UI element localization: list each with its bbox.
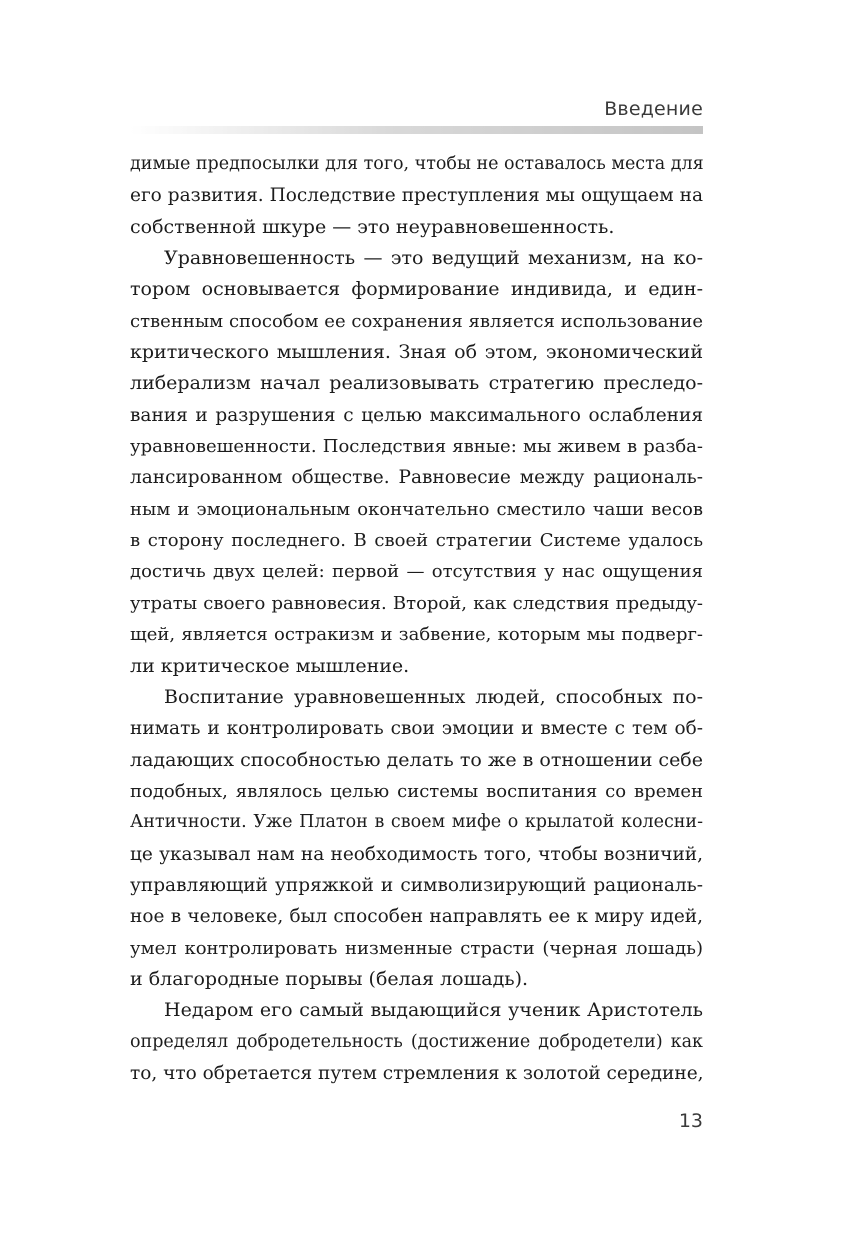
text-line: управляющий упряжкой и символизирующий рациональ-	[130, 874, 703, 896]
text-line: це указывал нам на необходимость того, чтобы возничий,	[130, 843, 703, 865]
text-line: уравновешенности. Последствия явные: мы живем в разба-	[130, 436, 703, 458]
text-line: умел контролировать низменные страсти (черная лошадь)	[130, 937, 703, 959]
text-line: лансированном обществе. Равновесие между рациональ-	[130, 467, 703, 489]
text-line: собственной шкуре — это неуравновешенность.	[130, 215, 615, 238]
text-line: его развития. Последствие преступления мы ощущаем на	[130, 185, 703, 207]
text-line: Античности. Уже Платон в своем мифе о крылатой колесни-	[130, 812, 703, 833]
text-line: Недаром его самый выдающийся ученик Аристотель	[164, 999, 703, 1022]
text-line: вания и разрушения с целью максимального ослабления	[130, 404, 703, 426]
running-head-title: Введение	[604, 98, 703, 120]
text-line: либерализм начал реализовывать стратегию преследо-	[130, 372, 703, 395]
text-line: и благородные порывы (белая лошадь).	[130, 967, 529, 990]
text-line: достичь двух целей: первой — отсутствия у нас ощущения	[130, 561, 703, 583]
text-line: Уравновешенность — это ведущий механизм, на ко-	[164, 247, 703, 270]
text-line: определял добродетельность (достижение добродетели) как	[130, 1031, 703, 1052]
text-line: димые предпосылки для того, чтобы не оставалось места для	[130, 154, 704, 174]
text-line: утраты своего равновесия. Второй, как следствия предыду-	[130, 592, 703, 614]
text-line: тором основывается формирование индивида, и един-	[130, 278, 703, 301]
text-line: ное в человеке, был способен направлять ее к миру идей,	[130, 906, 703, 928]
text-line: нимать и контролировать свои эмоции и вместе с тем об-	[130, 718, 703, 740]
text-line: ладающих способностью делать то же в отношении себе	[130, 748, 703, 771]
text-line: ли критическое мышление.	[130, 654, 410, 677]
text-line: ным и эмоциональным окончательно сместило чаши весов	[130, 498, 703, 520]
text-line: критического мышления. Зная об этом, экономический	[130, 341, 703, 364]
text-line: Воспитание уравновешенных людей, способных по-	[164, 685, 703, 708]
text-line: подобных, являлось целью системы воспитания со времен	[130, 780, 703, 802]
text-line: в сторону последнего. В своей стратегии Системе удалось	[130, 530, 703, 552]
text-line: щей, является остракизм и забвение, которым мы подверг-	[130, 624, 703, 646]
page-number: 13	[678, 1110, 703, 1132]
body-text	[130, 149, 703, 1089]
text-line: то, что обретается путем стремления к золотой середине,	[130, 1062, 704, 1084]
header-rule	[130, 126, 703, 134]
text-line: ственным способом ее сохранения является использование	[130, 310, 703, 332]
